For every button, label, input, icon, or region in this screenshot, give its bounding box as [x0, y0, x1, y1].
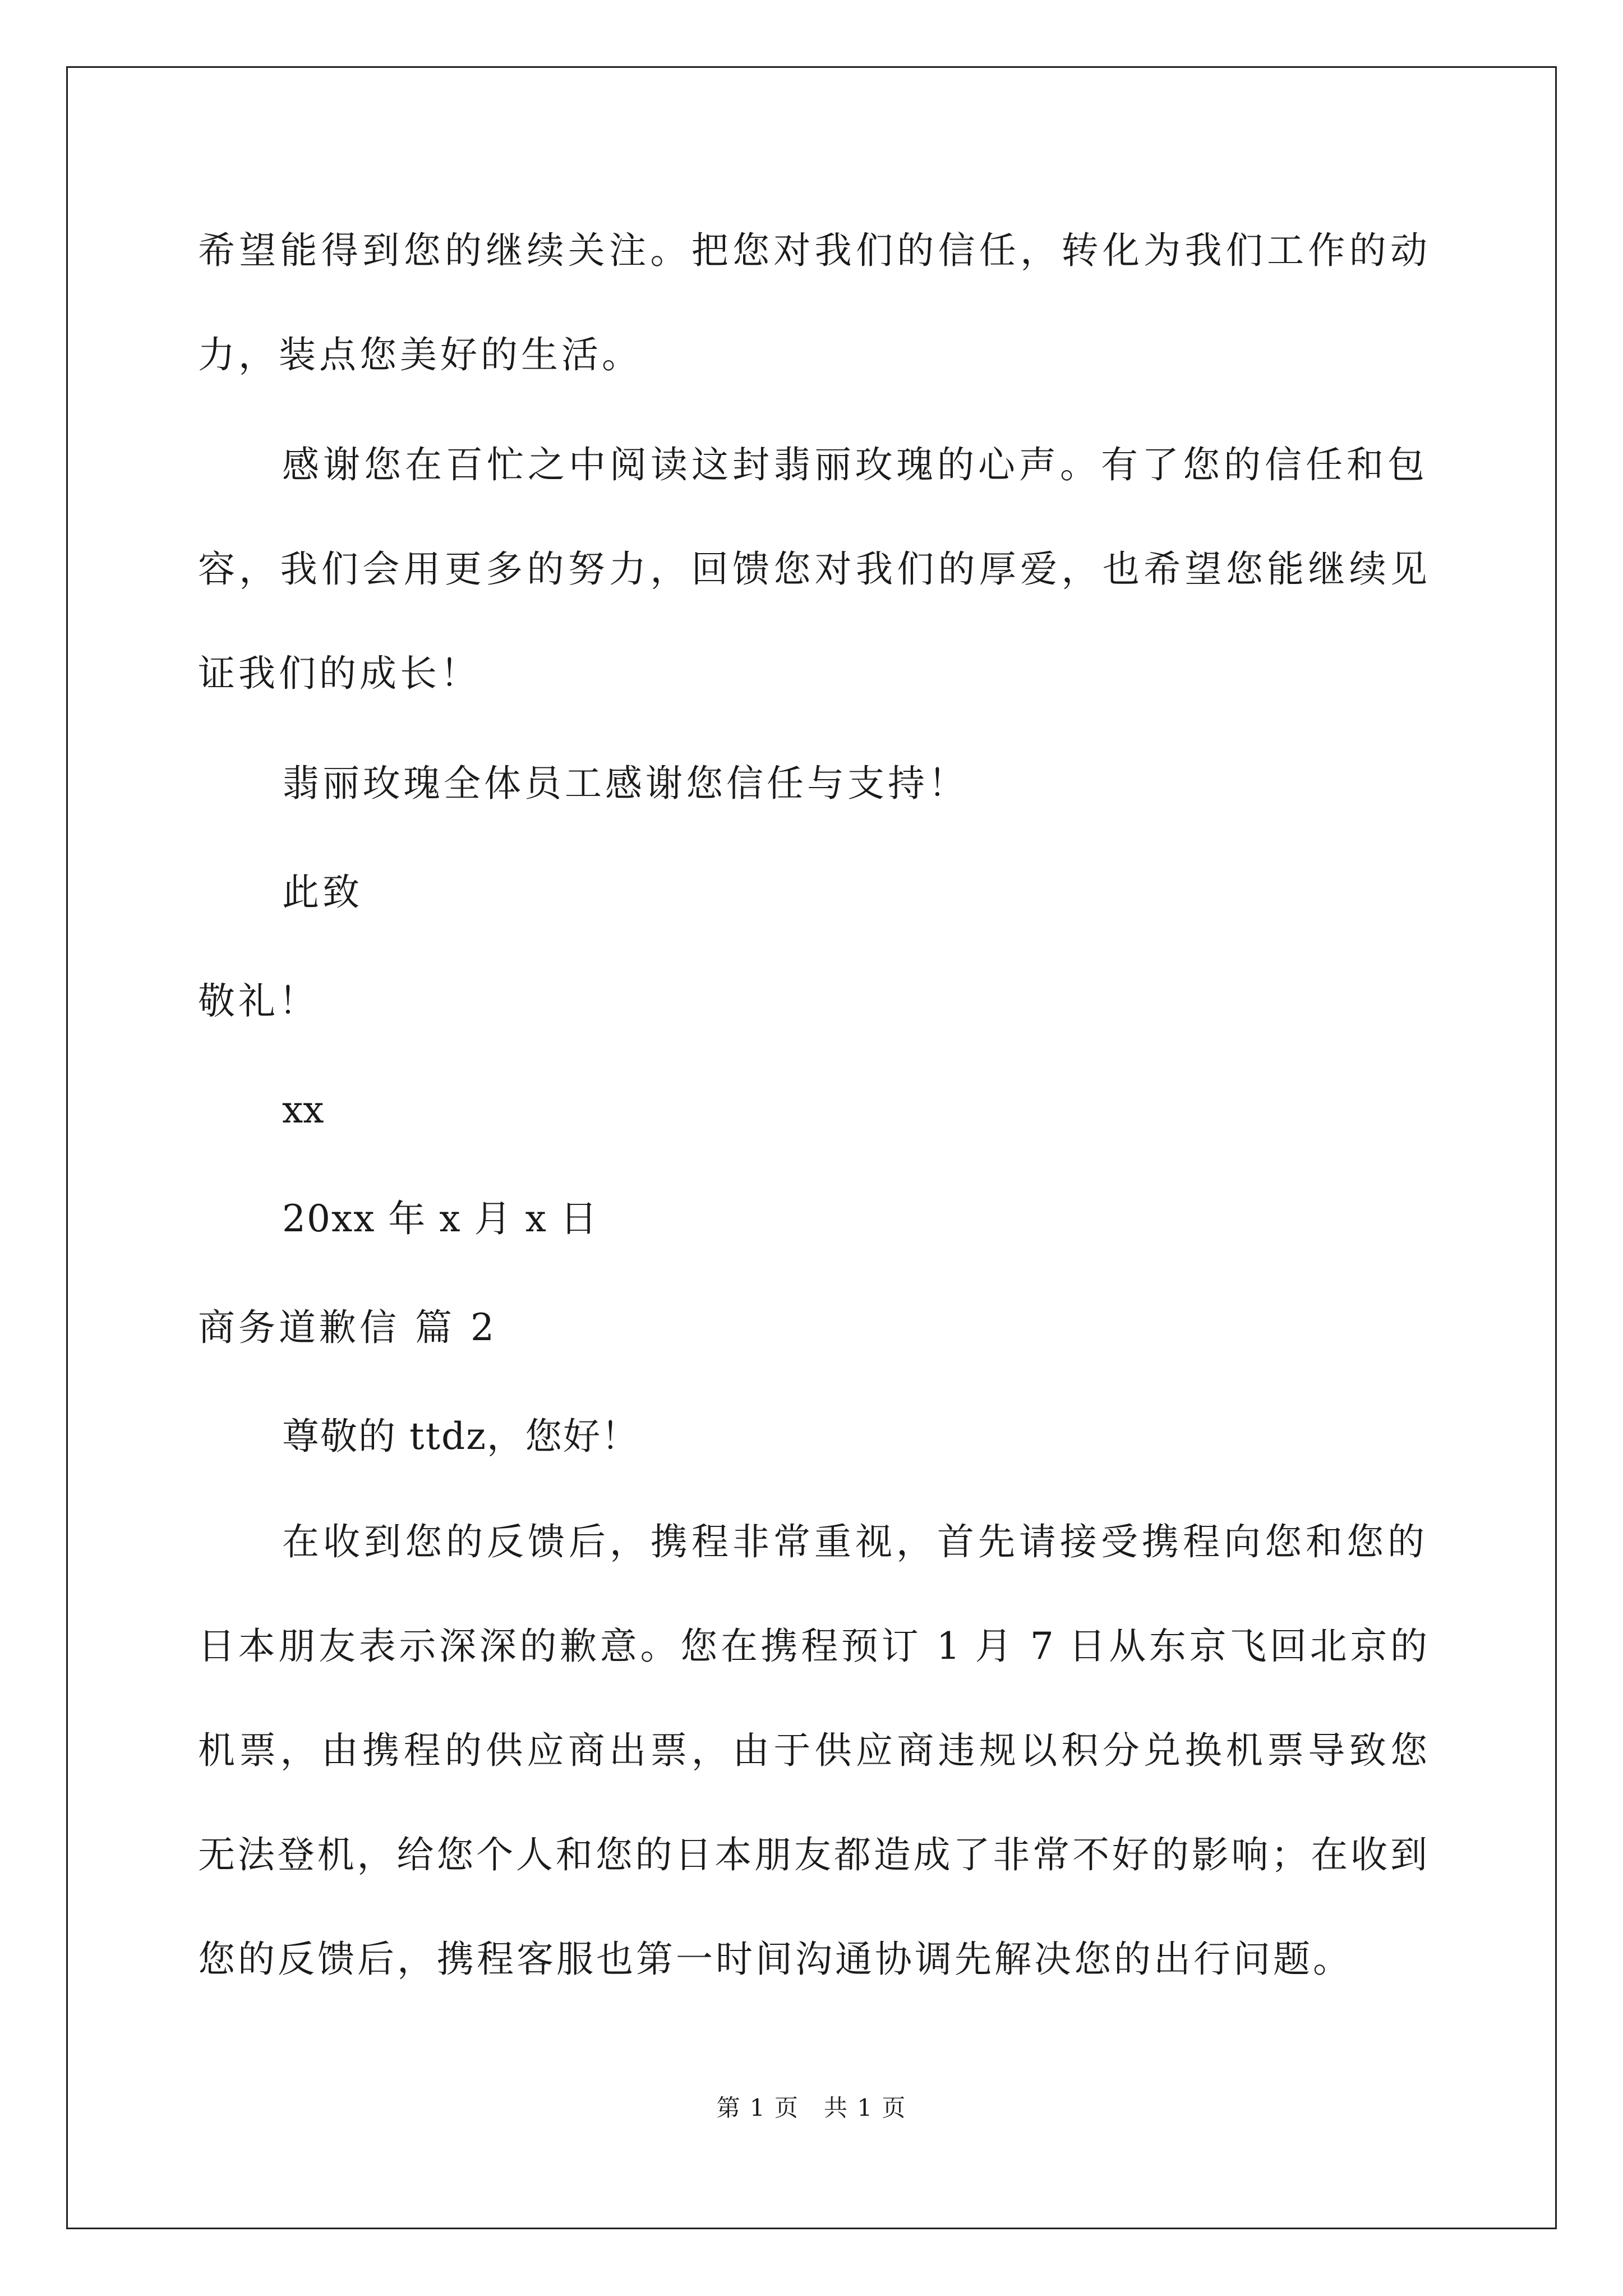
- salutation-line: 此致: [282, 871, 363, 914]
- body-text-line: 机票，由携程的供应商出票，由于供应商违规以积分兑换机票导致您: [198, 1729, 1427, 1772]
- body-text-line: 无法登机，给您个人和您的日本朋友都造成了非常不好的影响；在收到: [198, 1833, 1427, 1876]
- body-text-line: 您的反馈后，携程客服也第一时间沟通协调先解决您的出行问题。: [198, 1938, 1353, 1981]
- page-footer: 第 1 页 共 1 页: [716, 2094, 907, 2122]
- signature-name: xx: [282, 1088, 324, 1131]
- body-text-line: 力，装点您美好的生活。: [198, 333, 642, 376]
- body-text-line: 容，我们会用更多的努力，回馈您对我们的厚爱，也希望您能继续见: [198, 547, 1427, 591]
- body-text-line: 在收到您的反馈后，携程非常重视，首先请接受携程向您和您的: [282, 1520, 1428, 1563]
- section-heading: 商务道歉信 篇 2: [198, 1306, 497, 1349]
- greeting-line: 尊敬的 ttdz，您好！: [282, 1415, 640, 1458]
- thanks-line: 翡丽玫瑰全体员工感谢您信任与支持！: [282, 762, 969, 805]
- body-text-line: 感谢您在百忙之中阅读这封翡丽玫瑰的心声。有了您的信任和包: [282, 443, 1428, 486]
- page-border: [66, 66, 1557, 2229]
- body-text-line: 证我们的成长！: [198, 652, 481, 695]
- body-text-line: 希望能得到您的继续关注。把您对我们的信任，转化为我们工作的动: [198, 229, 1427, 272]
- body-text-line: 日本朋友表示深深的歉意。您在携程预订 1 月 7 日从东京飞回北京的: [198, 1625, 1427, 1668]
- respect-line: 敬礼！: [198, 979, 319, 1023]
- signature-date: 20xx 年 x 月 x 日: [282, 1197, 598, 1240]
